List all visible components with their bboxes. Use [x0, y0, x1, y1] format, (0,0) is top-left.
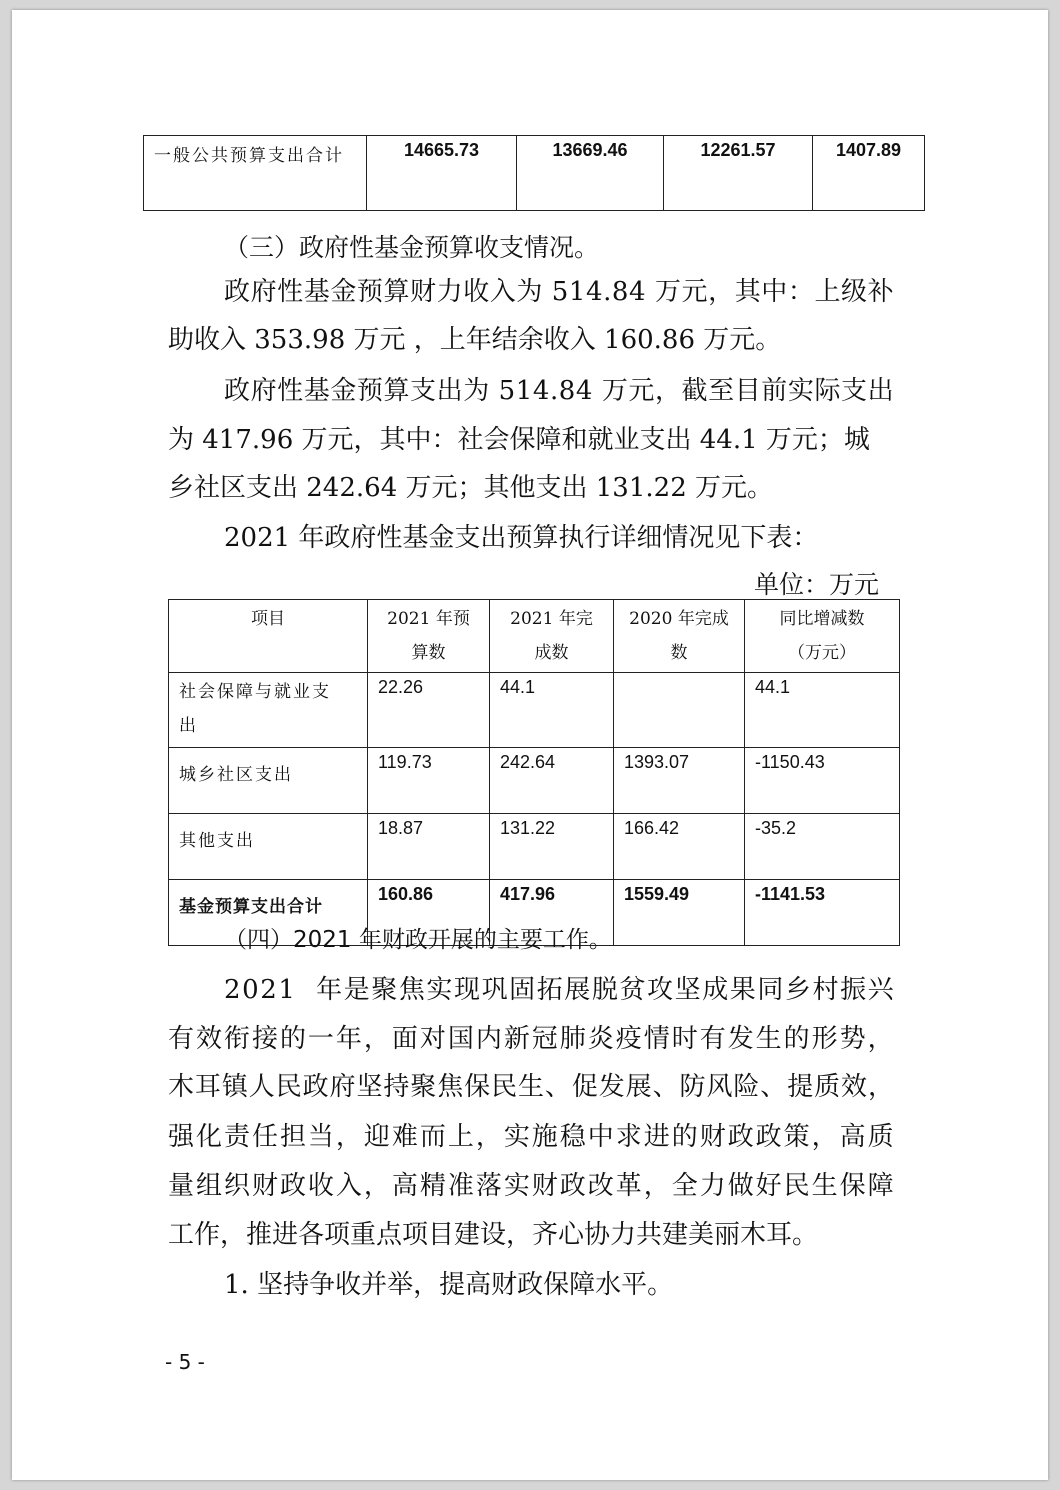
- paragraph-line: 2 0 2 1 年 是 聚 焦 实 现 巩 固 拓 展 脱 贫 攻 坚 成 果 同 乡 村 振 兴: [224, 975, 894, 1005]
- table-cell: 1559.49: [614, 880, 745, 946]
- table-cell: 1407.89: [813, 136, 925, 211]
- table-cell: 44.1: [745, 673, 900, 748]
- page-number: - 5 -: [165, 1350, 205, 1374]
- unit-label: 单位：万元: [754, 570, 880, 599]
- paragraph-line: 政 府 性 基 金 预 算 支 出 为 5 1 4 . 8 4 万 元 ， 截 至 目 前 实 际 支 出: [224, 376, 894, 406]
- table-cell: 14665.73: [367, 136, 517, 211]
- table-cell: 22.26: [368, 673, 490, 748]
- paragraph-line: 强 化 责 任 担 当 ， 迎 难 而 上 ， 实 施 稳 中 求 进 的 财 政 政 策 ， 高 质: [168, 1122, 894, 1152]
- row-label: 其他支出: [169, 814, 368, 880]
- header-cell: 2020 年完成 数: [614, 600, 745, 673]
- table-cell: 18.87: [368, 814, 490, 880]
- header-cell: 项目: [169, 600, 368, 673]
- table-cell: 417.96: [490, 880, 614, 946]
- table-cell: -1141.53: [745, 880, 900, 946]
- paragraph-line: 工作，推进各项重点项目建设，齐心协力共建美丽木耳。: [168, 1220, 819, 1250]
- table-cell: 242.64: [490, 748, 614, 814]
- row-label: 一般公共预算支出合计: [144, 136, 367, 211]
- table-row: [169, 814, 900, 880]
- paragraph-line: 量 组 织 财 政 收 入 ， 高 精 准 落 实 财 政 改 革 ， 全 力 做 好 民 生 保 障: [168, 1171, 894, 1201]
- table-row: [169, 673, 900, 748]
- paragraph-line: 乡社区支出 242.64 万元；其他支出 131.22 万元。: [168, 473, 774, 503]
- row-label: 社会保障与就业支 出: [169, 673, 368, 748]
- paragraph-line: 木 耳 镇 人 民 政 府 坚 持 聚 焦 保 民 生 、 促 发 展 、 防 风 险 、 提 质 效 ，: [168, 1072, 894, 1102]
- table-cell: [614, 673, 745, 748]
- table-row: [144, 136, 925, 211]
- paragraph-line: 政 府 性 基 金 预 算 财 力 收 入 为 5 1 4 . 8 4 万 元 ， 其 中 ： 上 级 补: [224, 277, 894, 307]
- list-item: 1. 坚持争收并举，提高财政保障水平。: [224, 1270, 674, 1300]
- table-cell: 131.22: [490, 814, 614, 880]
- table-cell: 13669.46: [517, 136, 664, 211]
- paragraph-line: 助收入 353.98 万元 ，上年结余收入 160.86 万元。: [168, 325, 782, 355]
- table-cell: 12261.57: [664, 136, 813, 211]
- table-header-row: [169, 600, 900, 673]
- table-cell: -1150.43: [745, 748, 900, 814]
- section-heading: （四）2021 年财政开展的主要工作。: [224, 927, 612, 953]
- table-cell: 44.1: [490, 673, 614, 748]
- table-cell: 166.42: [614, 814, 745, 880]
- table-cell: 119.73: [368, 748, 490, 814]
- header-cell: 2021 年预 算数: [368, 600, 490, 673]
- general-budget-table: [143, 135, 925, 211]
- table-row: [169, 748, 900, 814]
- header-cell: 同比增减数 （万元）: [745, 600, 900, 673]
- row-label: 城乡社区支出: [169, 748, 368, 814]
- fund-expenditure-table: [168, 599, 900, 946]
- section-heading: （三）政府性基金预算收支情况。: [224, 233, 600, 262]
- document-page: [12, 10, 1048, 1480]
- header-cell: 2021 年完 成数: [490, 600, 614, 673]
- table-cell: 1393.07: [614, 748, 745, 814]
- paragraph-line: 2021 年政府性基金支出预算执行详细情况见下表：: [224, 523, 819, 553]
- row-label: 基金预算支出合计: [169, 880, 368, 946]
- paragraph-line: 为 417.96 万元，其中：社会保障和就业支出 44.1 万元；城: [168, 425, 870, 455]
- table-cell: 160.86: [368, 880, 490, 946]
- table-cell: -35.2: [745, 814, 900, 880]
- paragraph-line: 有 效 衔 接 的 一 年 ， 面 对 国 内 新 冠 肺 炎 疫 情 时 有 发 生 的 形 势 ，: [168, 1024, 894, 1054]
